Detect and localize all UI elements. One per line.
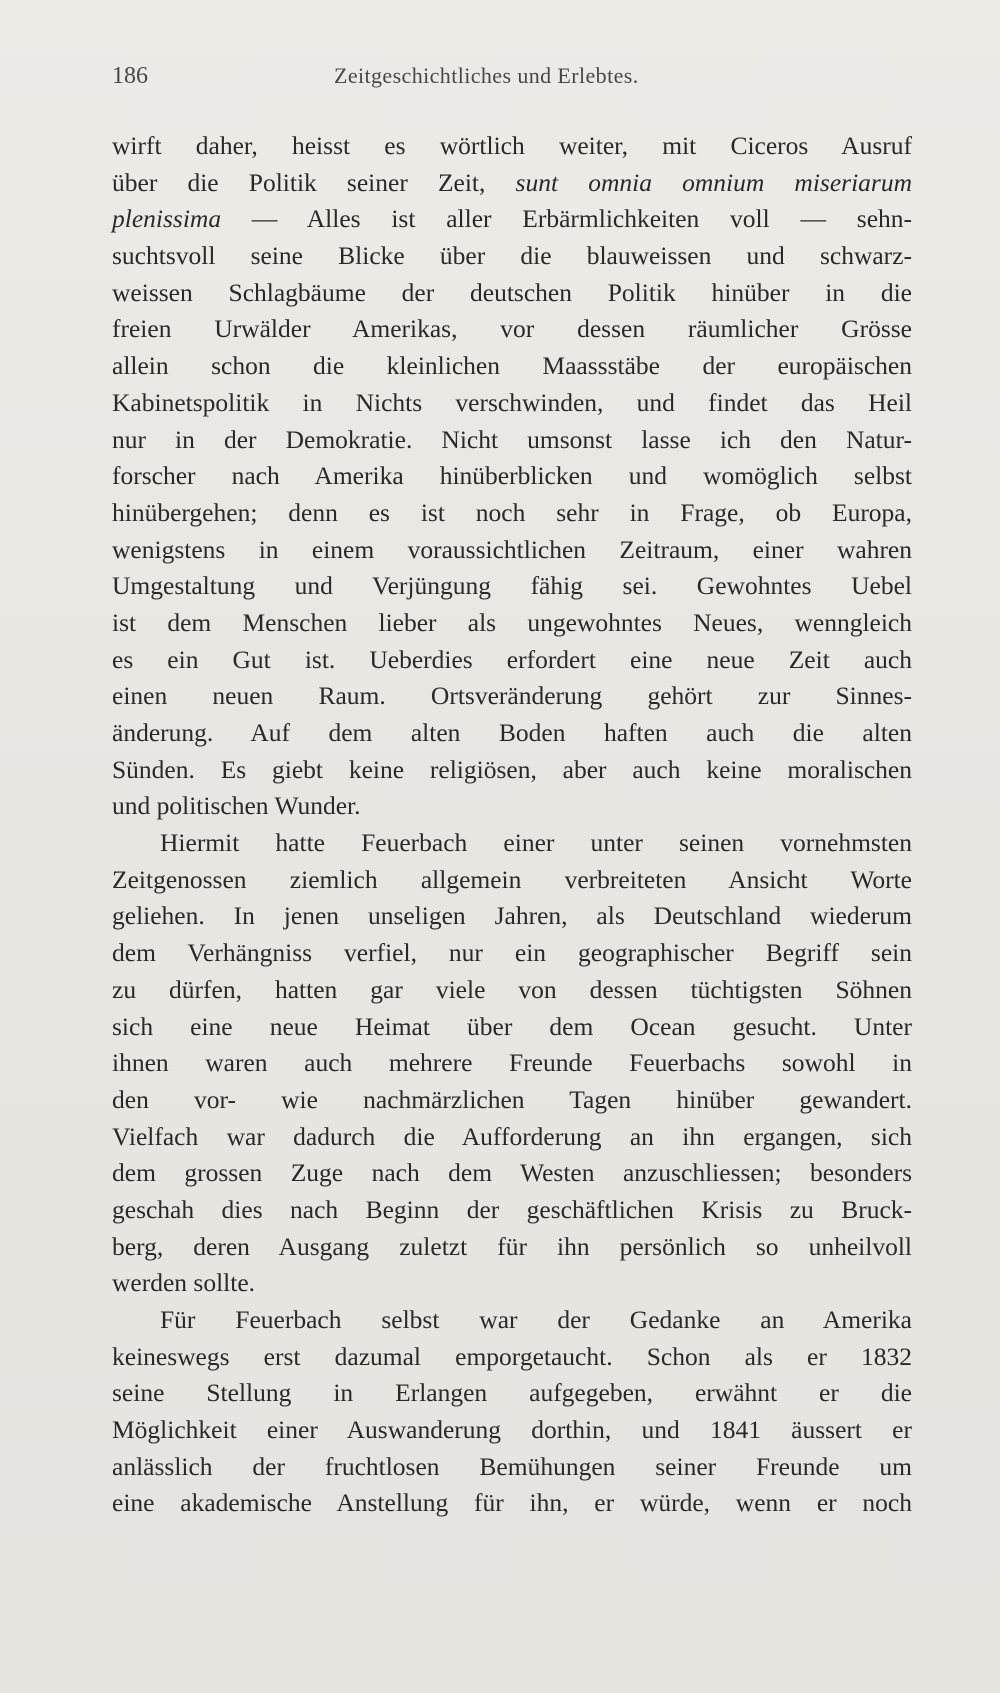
text-line: [112, 458, 912, 495]
text-line: [112, 1485, 912, 1522]
text-line: [112, 972, 912, 1009]
text-line: [112, 1229, 912, 1266]
line-text: Sünden. Es giebt keine religiösen, aber auch keine moralischen: [112, 754, 912, 784]
line-text: es ein Gut ist. Ueberdies erfordert eine neue Zeit auch: [112, 644, 912, 674]
text-line: [112, 935, 912, 972]
line-text: ist dem Menschen lieber als ungewohntes Neues, wenngleich: [112, 607, 912, 637]
line-text: seine Stellung in Erlangen aufgegeben, erwähnt er die: [112, 1378, 912, 1408]
line-text: Möglichkeit einer Auswanderung dorthin, und 1841 äussert er: [112, 1415, 912, 1445]
line-text: keineswegs erst dazumal emporgetaucht. Schon als er 1832: [112, 1341, 912, 1371]
page-number: 186: [112, 63, 148, 89]
page-header: [112, 63, 912, 95]
text-line: [112, 422, 912, 459]
text-line: [112, 495, 912, 532]
text-line: [112, 1155, 912, 1192]
line-text: geliehen. In jenen unseligen Jahren, als Deutschland wiederum: [112, 901, 912, 931]
line-text: dem Verhängniss verfiel, nur ein geographischer Begriff sein: [112, 938, 912, 968]
latin-quote: plenissima: [112, 204, 222, 234]
text-line: [112, 898, 912, 935]
text-line: [112, 715, 912, 752]
text-line: [112, 1265, 912, 1302]
text-line: [112, 1339, 912, 1376]
text-line: [112, 238, 912, 275]
line-text: forscher nach Amerika hinüberblicken und womöglich selbst: [112, 461, 912, 491]
line-text: ihnen waren auch mehrere Freunde Feuerbachs sowohl in: [112, 1048, 912, 1078]
line-text: allein schon die kleinlichen Maassstäbe der europäischen: [112, 351, 912, 381]
text-line: [112, 385, 912, 422]
line-text: einen neuen Raum. Ortsveränderung gehört zur Sinnes-: [112, 681, 912, 711]
text-line: [112, 1302, 912, 1339]
line-text: dem grossen Zuge nach dem Westen anzuschliessen; besonders: [112, 1158, 912, 1188]
body-text: [112, 128, 912, 1522]
line-text: wenigstens in einem voraussichtlichen Zeitraum, einer wahren: [112, 534, 912, 564]
running-title: Zeitgeschichtliches und Erlebtes.: [334, 63, 639, 88]
line-text: zu dürfen, hatten gar viele von dessen tüchtigsten Söhnen: [112, 974, 912, 1004]
text-line: [112, 201, 912, 238]
text-line: [112, 568, 912, 605]
line-text: Zeitgenossen ziemlich allgemein verbreiteten Ansicht Worte: [112, 864, 912, 894]
text-line: [112, 605, 912, 642]
text-line: [112, 1192, 912, 1229]
text-line: [112, 752, 912, 789]
line-text: den vor- wie nachmärzlichen Tagen hinüber gewandert.: [112, 1084, 912, 1114]
text-line: [112, 1412, 912, 1449]
text-line: [112, 825, 912, 862]
line-text: Vielfach war dadurch die Aufforderung an ihn ergangen, sich: [112, 1121, 912, 1151]
line-text: anlässlich der fruchtlosen Bemühungen seiner Freunde um: [112, 1451, 912, 1481]
line-text: geschah dies nach Beginn der geschäftlichen Krisis zu Bruck-: [112, 1194, 912, 1224]
text-line: [112, 1045, 912, 1082]
line-text: sich eine neue Heimat über dem Ocean gesucht. Unter: [112, 1011, 912, 1041]
line-text: änderung. Auf dem alten Boden haften auch die alten: [112, 718, 912, 747]
line-text: suchtsvoll seine Blicke über die blauweissen und schwarz-: [112, 241, 912, 271]
text-line: [112, 128, 912, 165]
text-line: [112, 1449, 912, 1486]
line-text: wirft daher, heisst es wörtlich weiter, mit Ciceros Ausruf: [112, 131, 912, 160]
line-text: werden sollte.: [112, 1268, 256, 1298]
line-text: weissen Schlagbäume der deutschen Politik hinüber in die: [112, 277, 912, 307]
text-line: [112, 862, 912, 899]
line-text: eine akademische Anstellung für ihn, er würde, wenn er noch: [112, 1488, 912, 1518]
line-text: hinübergehen; denn es ist noch sehr in Frage, ob Europa,: [112, 497, 912, 527]
line-text: über die Politik seiner Zeit,: [112, 167, 516, 197]
text-line: [112, 311, 912, 348]
line-text: Für Feuerbach selbst war der Gedanke an Amerika: [160, 1305, 912, 1334]
text-line: [112, 165, 912, 202]
line-text: und politischen Wunder.: [112, 791, 361, 821]
text-line: [112, 642, 912, 679]
line-text: Kabinetspolitik in Nichts verschwinden, und findet das Heil: [112, 387, 912, 417]
text-line: [112, 275, 912, 312]
text-line: [112, 788, 912, 825]
text-line: [112, 678, 912, 715]
line-text: freien Urwälder Amerikas, vor dessen räumlicher Grösse: [112, 314, 912, 344]
text-line: [112, 1009, 912, 1046]
line-text: — Alles ist aller Erbärmlichkeiten voll — sehn-: [221, 204, 912, 234]
text-line: [112, 348, 912, 385]
text-line: [112, 532, 912, 569]
line-text: Hiermit hatte Feuerbach einer unter seinen vornehmsten: [160, 828, 912, 858]
latin-quote: sunt omnia omnium miseriarum: [515, 167, 912, 197]
line-text: berg, deren Ausgang zuletzt für ihn persönlich so unheilvoll: [112, 1231, 912, 1261]
text-line: [112, 1375, 912, 1412]
text-line: [112, 1082, 912, 1119]
line-text: Umgestaltung und Verjüngung fähig sei. Gewohntes Uebel: [112, 571, 912, 601]
text-line: [112, 1119, 912, 1156]
line-text: nur in der Demokratie. Nicht umsonst lasse ich den Natur-: [112, 424, 912, 454]
